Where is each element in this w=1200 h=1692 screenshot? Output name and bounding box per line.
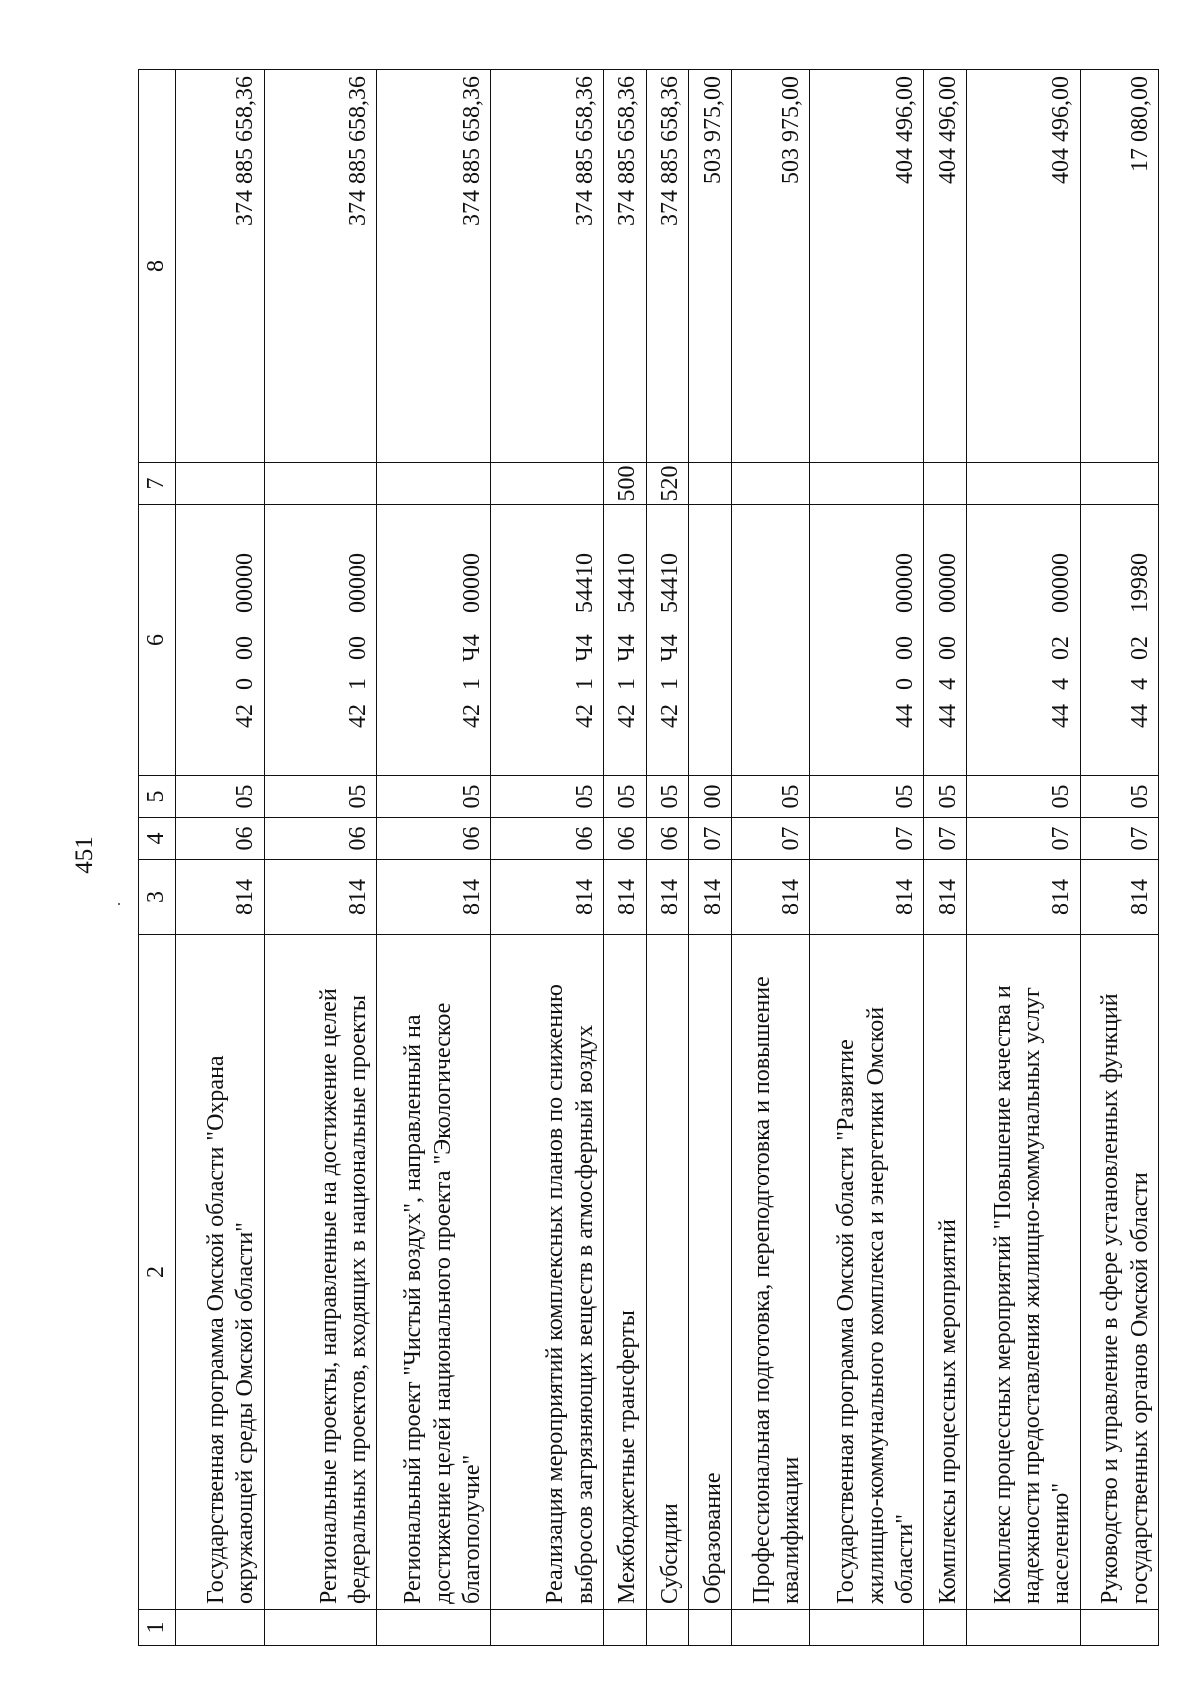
grbs-code-cell: 814: [732, 860, 810, 935]
target-article-cell: [603, 505, 646, 776]
table-row: [377, 70, 491, 1646]
section-code-cell: 06: [491, 818, 604, 860]
target-article-part: 02: [1126, 636, 1153, 660]
expense-type-cell: [966, 463, 1080, 505]
target-article-part: 00000: [345, 553, 372, 613]
row-number-cell: [646, 1610, 689, 1646]
target-article-code: [699, 543, 728, 775]
grbs-code-cell: 814: [810, 860, 924, 935]
target-article-part: 0: [232, 678, 259, 690]
grbs-code-cell: 814: [491, 860, 604, 935]
table-row: [966, 70, 1080, 1646]
grbs-code-cell: 814: [377, 860, 491, 935]
scan-speck: [118, 903, 120, 905]
target-article-part: 19980: [1126, 553, 1153, 613]
table-row: [924, 70, 967, 1646]
col-header-2: 2: [139, 935, 176, 1610]
expense-type-cell: [176, 463, 265, 505]
table-body: [176, 70, 1159, 1646]
expense-type-cell: 520: [646, 463, 689, 505]
row-name-cell: Образование: [689, 935, 732, 1610]
target-article-part: 4: [1126, 678, 1153, 690]
subsection-code-cell: 05: [732, 776, 810, 818]
subsection-code-cell: 05: [491, 776, 604, 818]
target-article-part: Ч4: [571, 634, 598, 662]
section-code-cell: 06: [377, 818, 491, 860]
target-article-part: 00: [934, 636, 961, 660]
row-name-cell: Региональный проект "Чистый воздух", направленный на достижение целей национального проекта "Экологическое благополучие": [377, 935, 491, 1610]
grbs-code-cell: 814: [176, 860, 265, 935]
row-name-cell: Профессиональная подготовка, переподготовка и повышение квалификации: [732, 935, 810, 1610]
target-article-cell: [491, 505, 604, 776]
budget-table-rotated: [138, 70, 1159, 1646]
target-article-part: 1: [657, 678, 684, 690]
section-code-cell: 06: [176, 818, 265, 860]
row-name-cell: Комплексы процессных мероприятий: [924, 935, 967, 1610]
budget-table: [138, 69, 1159, 1646]
section-code-cell: 07: [689, 818, 732, 860]
target-article-part: Ч4: [614, 634, 641, 662]
table-row: [1080, 70, 1158, 1646]
row-number-cell: [966, 1610, 1080, 1646]
amount-cell: 503 975,00: [732, 70, 810, 463]
amount-cell: 374 885 658,36: [603, 70, 646, 463]
target-article-code: [458, 543, 487, 775]
target-article-code: [934, 543, 963, 775]
subsection-code-cell: 05: [810, 776, 924, 818]
amount-cell: 374 885 658,36: [646, 70, 689, 463]
target-article-code: [344, 543, 373, 775]
table-row: [603, 70, 646, 1646]
target-article-part: Ч4: [458, 634, 485, 662]
section-code-cell: 07: [1080, 818, 1158, 860]
target-article-part: 00000: [1048, 553, 1075, 613]
target-article-part: 42: [345, 704, 372, 728]
table-row: [264, 70, 377, 1646]
amount-cell: 404 496,00: [966, 70, 1080, 463]
target-article-cell: [1080, 505, 1158, 776]
section-code-cell: 07: [732, 818, 810, 860]
target-article-part: 42: [657, 704, 684, 728]
target-article-part: 4: [1048, 678, 1075, 690]
subsection-code-cell: 05: [646, 776, 689, 818]
target-article-code: [777, 543, 806, 775]
target-article-part: 00000: [891, 553, 918, 613]
target-article-cell: [966, 505, 1080, 776]
amount-cell: 374 885 658,36: [377, 70, 491, 463]
target-article-part: 1: [571, 678, 598, 690]
target-article-part: 42: [458, 704, 485, 728]
subsection-code-cell: 05: [377, 776, 491, 818]
table-row: [810, 70, 924, 1646]
expense-type-cell: [491, 463, 604, 505]
row-name-cell: Руководство и управление в сфере установленных функций государственных органов Омской области: [1080, 935, 1158, 1610]
col-header-4: 4: [139, 818, 176, 860]
expense-type-cell: [1080, 463, 1158, 505]
row-number-cell: [491, 1610, 604, 1646]
row-name-cell: Субсидии: [646, 935, 689, 1610]
subsection-code-cell: 05: [603, 776, 646, 818]
target-article-code: [571, 543, 600, 775]
target-article-code: [1126, 543, 1155, 775]
target-article-code: [891, 543, 920, 775]
expense-type-cell: [732, 463, 810, 505]
row-number-cell: [603, 1610, 646, 1646]
expense-type-cell: [377, 463, 491, 505]
row-name-cell: Региональные проекты, направленные на достижение целей федеральных проектов, входящих в национальные проекты: [264, 935, 377, 1610]
row-number-cell: [264, 1610, 377, 1646]
target-article-part: 00: [345, 636, 372, 660]
row-number-cell: [377, 1610, 491, 1646]
row-number-cell: [810, 1610, 924, 1646]
target-article-part: 00000: [934, 553, 961, 613]
subsection-code-cell: 05: [264, 776, 377, 818]
grbs-code-cell: 814: [924, 860, 967, 935]
target-article-code: [1047, 543, 1076, 775]
row-name-cell: Комплекс процессных мероприятий "Повышение качества и надежности предоставления жилищно-коммунальных услуг населению": [966, 935, 1080, 1610]
table-row: [646, 70, 689, 1646]
target-article-part: Ч4: [657, 634, 684, 662]
grbs-code-cell: 814: [603, 860, 646, 935]
target-article-cell: [924, 505, 967, 776]
row-name-cell: Государственная программа Омской области "Развитие жилищно-коммунального комплекса и энергетики Омской области": [810, 935, 924, 1610]
target-article-cell: [732, 505, 810, 776]
grbs-code-cell: 814: [1080, 860, 1158, 935]
expense-type-cell: [264, 463, 377, 505]
target-article-part: 54410: [571, 553, 598, 613]
row-name-cell: Государственная программа Омской области "Охрана окружающей среды Омской области": [176, 935, 265, 1610]
target-article-part: 54410: [657, 553, 684, 613]
row-number-cell: [1080, 1610, 1158, 1646]
col-header-3: 3: [139, 860, 176, 935]
section-code-cell: 07: [810, 818, 924, 860]
grbs-code-cell: 814: [646, 860, 689, 935]
amount-cell: 503 975,00: [689, 70, 732, 463]
table-row: [689, 70, 732, 1646]
target-article-cell: [646, 505, 689, 776]
subsection-code-cell: 05: [966, 776, 1080, 818]
target-article-part: 1: [345, 678, 372, 690]
subsection-code-cell: 05: [924, 776, 967, 818]
target-article-part: 44: [1048, 704, 1075, 728]
target-article-cell: [264, 505, 377, 776]
amount-cell: 374 885 658,36: [491, 70, 604, 463]
row-number-cell: [176, 1610, 265, 1646]
col-header-1: 1: [139, 1610, 176, 1646]
table-row: [491, 70, 604, 1646]
row-name-cell: Межбюджетные трансферты: [603, 935, 646, 1610]
target-article-cell: [689, 505, 732, 776]
table-row: [732, 70, 810, 1646]
amount-cell: 374 885 658,36: [264, 70, 377, 463]
section-code-cell: 06: [646, 818, 689, 860]
target-article-part: 00000: [458, 553, 485, 613]
target-article-code: [613, 543, 642, 775]
target-article-part: 44: [891, 704, 918, 728]
section-code-cell: 06: [603, 818, 646, 860]
target-article-part: 02: [1048, 636, 1075, 660]
target-article-cell: [377, 505, 491, 776]
grbs-code-cell: 814: [264, 860, 377, 935]
target-article-part: 1: [614, 678, 641, 690]
target-article-code: [656, 543, 685, 775]
amount-cell: 17 080,00: [1080, 70, 1158, 463]
target-article-part: 00000: [232, 553, 259, 613]
amount-cell: 374 885 658,36: [176, 70, 265, 463]
target-article-part: 42: [232, 704, 259, 728]
col-header-8: 8: [139, 70, 176, 463]
expense-type-cell: [689, 463, 732, 505]
amount-cell: 404 496,00: [924, 70, 967, 463]
target-article-cell: [810, 505, 924, 776]
target-article-part: 44: [934, 704, 961, 728]
row-number-cell: [732, 1610, 810, 1646]
target-article-part: 1: [458, 678, 485, 690]
target-article-cell: [176, 505, 265, 776]
amount-cell: 404 496,00: [810, 70, 924, 463]
expense-type-cell: 500: [603, 463, 646, 505]
target-article-part: 54410: [614, 553, 641, 613]
page-number: 451: [71, 836, 98, 874]
target-article-code: [231, 543, 260, 775]
column-number-row: [139, 70, 176, 1646]
subsection-code-cell: 05: [176, 776, 265, 818]
grbs-code-cell: 814: [689, 860, 732, 935]
subsection-code-cell: 05: [1080, 776, 1158, 818]
section-code-cell: 06: [264, 818, 377, 860]
row-number-cell: [924, 1610, 967, 1646]
section-code-cell: 07: [924, 818, 967, 860]
expense-type-cell: [924, 463, 967, 505]
table-row: [176, 70, 265, 1646]
row-name-cell: Реализация мероприятий комплексных планов по снижению выбросов загрязняющих веществ в атмосферный воздух: [491, 935, 604, 1610]
col-header-5: 5: [139, 776, 176, 818]
expense-type-cell: [810, 463, 924, 505]
subsection-code-cell: 00: [689, 776, 732, 818]
target-article-part: 0: [891, 678, 918, 690]
target-article-part: 42: [571, 704, 598, 728]
section-code-cell: 07: [966, 818, 1080, 860]
target-article-part: 44: [1126, 704, 1153, 728]
target-article-part: 4: [934, 678, 961, 690]
target-article-part: 00: [891, 636, 918, 660]
row-number-cell: [689, 1610, 732, 1646]
target-article-part: 00: [232, 636, 259, 660]
col-header-6: 6: [139, 505, 176, 776]
target-article-part: 42: [614, 704, 641, 728]
col-header-7: 7: [139, 463, 176, 505]
grbs-code-cell: 814: [966, 860, 1080, 935]
